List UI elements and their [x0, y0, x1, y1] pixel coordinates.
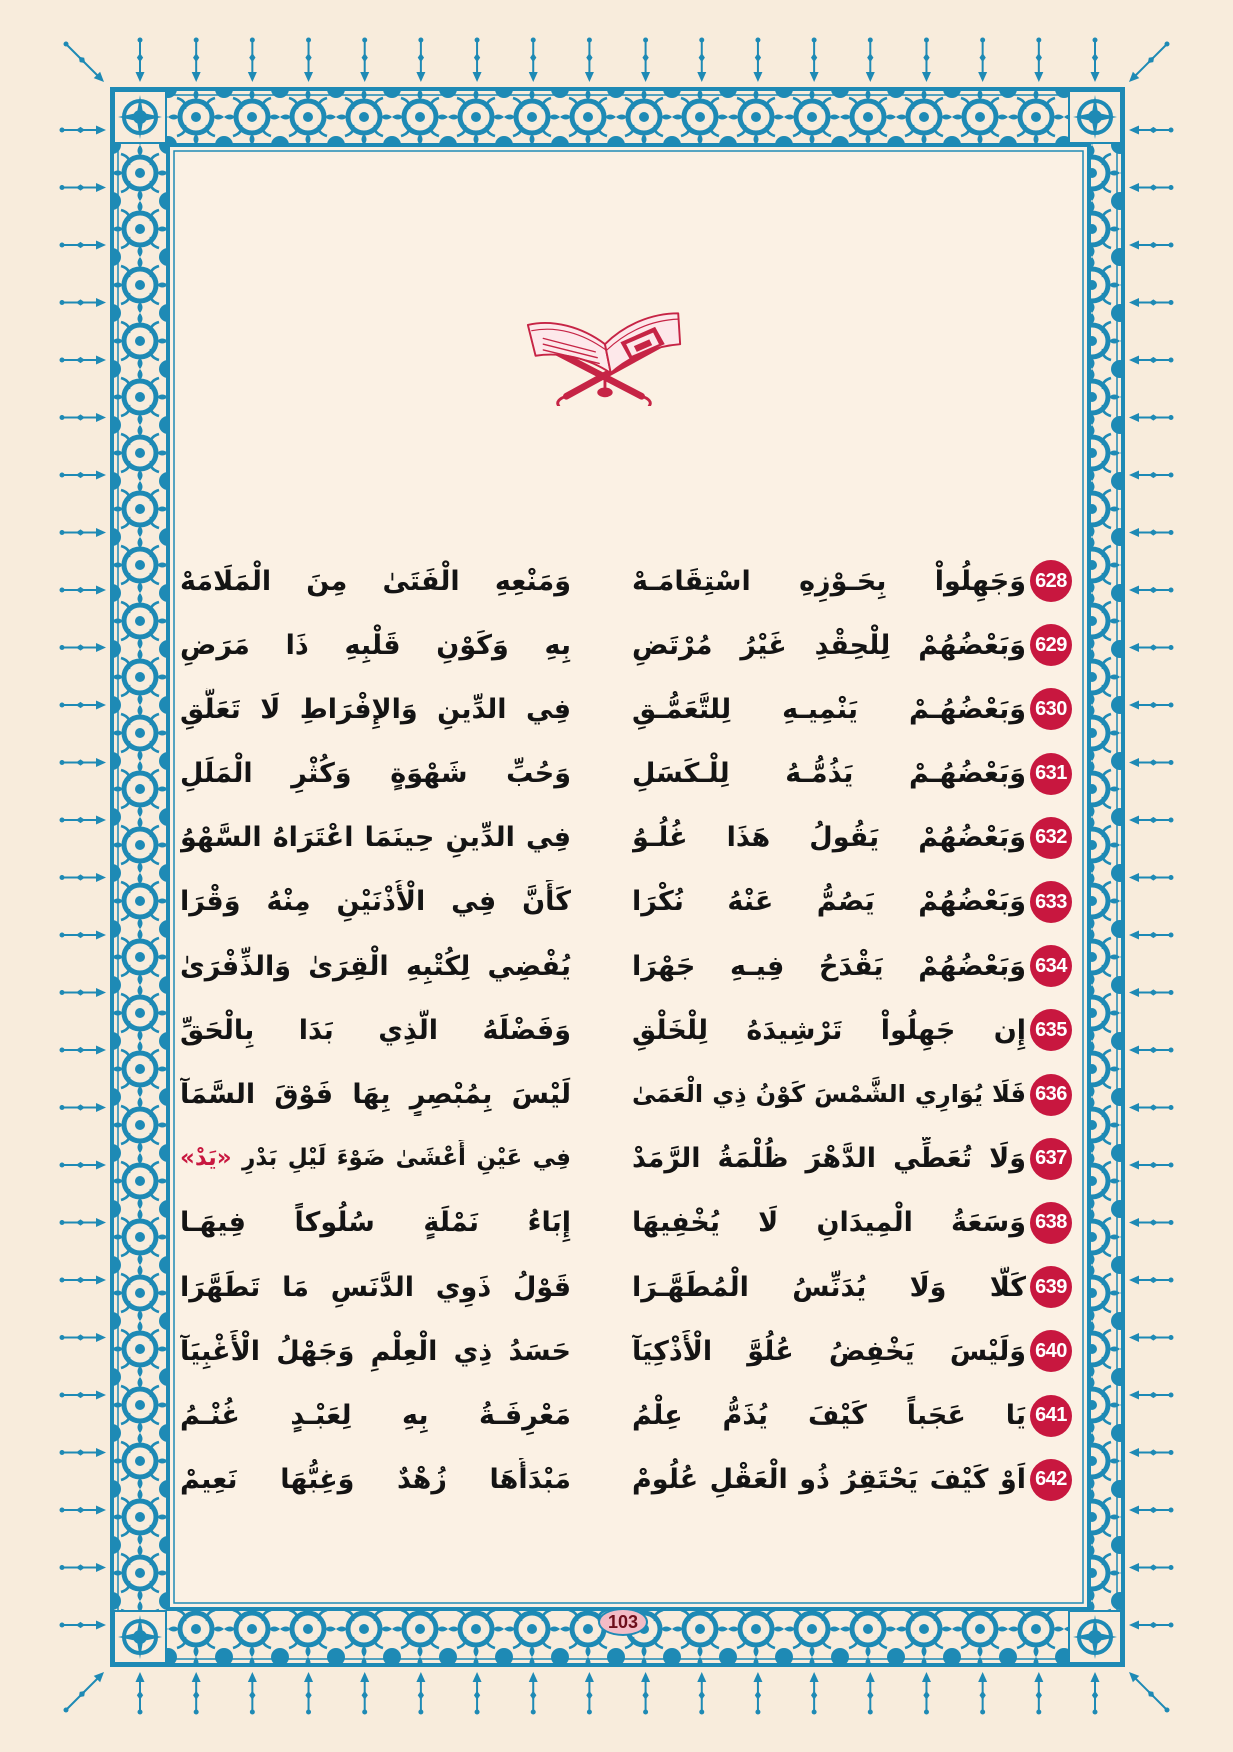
arrow-icon: [1091, 38, 1100, 83]
verse-number-badge: 637: [1030, 1138, 1072, 1180]
arrow-icon: [360, 1672, 369, 1715]
verse-row: [176, 1383, 1072, 1447]
arrow-icon: [1129, 1333, 1174, 1342]
arrow-icon: [1129, 816, 1174, 825]
arrow-icon: [136, 1672, 145, 1715]
corner-rosette: [1069, 1611, 1121, 1663]
arrow-icon: [248, 1672, 257, 1715]
arrow-icon: [60, 413, 107, 422]
page-number: 103: [598, 1608, 648, 1636]
arrow-icon: [1129, 643, 1174, 652]
verse-row: [176, 1448, 1072, 1512]
arrow-icon: [1129, 1448, 1174, 1457]
arrow-icon: [60, 643, 107, 652]
arrow-icon: [1129, 126, 1174, 135]
arrow-icon: [978, 38, 987, 83]
arrow-icon: [248, 38, 257, 83]
arrow-icon: [529, 1672, 538, 1715]
verse-row: [176, 1063, 1072, 1127]
verse-second-hemistich-text: فِي عَيْنِ أَعْشَىٰ ضَوْءَ لَيْلِ بَدْرِ: [242, 1145, 571, 1172]
arrow-icon: [60, 988, 107, 997]
verse-number-badge: 642: [1030, 1459, 1072, 1501]
arrow-icon: [64, 1672, 105, 1713]
arrow-icon: [1129, 1621, 1174, 1630]
verse-row: [176, 1255, 1072, 1319]
verse-first-hemistich: إِن جَهِلُواْ تَرْشِيدَهُ لِلْخَلْقِ: [632, 1014, 1026, 1046]
verse-first-hemistich: يَا عَجَباً كَيْفَ يُذَمُّ عِلْمُ: [632, 1399, 1026, 1431]
verse-first-hemistich: وَبَعْضُهُمْ يَقْدَحُ فِيـهِ جَهْرَا: [632, 950, 1026, 982]
verse-second-hemistich: إِبَاءُ نَمْلَةٍ سُلُوكاً فِيهَـا: [180, 1207, 571, 1239]
arrow-icon: [60, 1563, 107, 1572]
verse-first-hemistich: كَلَّا وَلَا يُدَنِّسُ الْمُطَهَّـرَا: [632, 1271, 1026, 1303]
arrow-icon: [60, 1333, 107, 1342]
arrow-icon: [416, 38, 425, 83]
verse-number-badge: 628: [1030, 560, 1072, 602]
arrow-icon: [1129, 758, 1174, 767]
arrow-icon: [1129, 413, 1174, 422]
verse-second-hemistich: فِي الدِّينِ حِينَمَا اعْتَرَاهُ السَّهْوُ: [180, 822, 571, 854]
verse-list: [176, 549, 1072, 1512]
arrow-icon: [1034, 1672, 1043, 1715]
arrow-icon: [753, 38, 762, 83]
arrow-icon: [978, 1672, 987, 1715]
arrow-icon: [1129, 1563, 1174, 1572]
verse-first-hemistich: وَسَعَةُ الْمِيدَانِ لَا يُخْفِيهَا: [632, 1207, 1026, 1239]
arrow-icon: [60, 816, 107, 825]
verse-second-hemistich: وَفَضْلَهُ الَّذِي بَدَا بِالْحَقِّ: [180, 1014, 571, 1046]
verse-number-badge: 640: [1030, 1330, 1072, 1372]
arrow-icon: [1129, 471, 1174, 480]
arrow-icon: [1129, 42, 1170, 83]
verse-row: [176, 549, 1072, 613]
arrow-icon: [1129, 931, 1174, 940]
arrow-icon: [60, 586, 107, 595]
arrow-icon: [1129, 1391, 1174, 1400]
verse-first-hemistich: وَلَا تُعَطِّي الدَّهْرَ ظُلْمَةُ الرَّمَدْ: [632, 1143, 1026, 1175]
arrow-icon: [60, 758, 107, 767]
verse-second-hemistich: [180, 1140, 571, 1177]
verse-number-badge: 641: [1030, 1395, 1072, 1437]
verse-second-hemistich: مَعْرِفَـةُ بِهِ لِعَبْـدٍ غُنْـمُ: [180, 1399, 571, 1431]
verse-number-badge: 638: [1030, 1202, 1072, 1244]
arrow-icon: [60, 241, 107, 250]
arrow-icon: [60, 356, 107, 365]
arrow-icon: [64, 42, 105, 83]
verse-first-hemistich: وَبَعْضُهُمْ يَصُمُّ عَنْهُ نُكْرَا: [632, 886, 1026, 918]
quran-on-stand-icon: [524, 292, 684, 406]
verse-number-badge: 635: [1030, 1009, 1072, 1051]
verse-row: [176, 1319, 1072, 1383]
arrow-icon: [60, 298, 107, 307]
verse-first-hemistich: وَبَعْضُهُمْ لِلْحِقْدِ غَيْرُ مُرْتَضِ: [632, 629, 1026, 661]
arrow-icon: [60, 701, 107, 710]
verse-row: [176, 870, 1072, 934]
verse-first-hemistich: وَبَعْضُهُـمْ يَنْمِيـهِ لِلتَّعَمُّـقِ: [632, 693, 1026, 725]
arrow-icon: [60, 528, 107, 537]
verse-row: [176, 613, 1072, 677]
verse-row: [176, 1191, 1072, 1255]
arrow-icon: [753, 1672, 762, 1715]
arrow-icon: [1129, 1161, 1174, 1170]
arrow-icon: [60, 1621, 107, 1630]
arrow-icon: [136, 38, 145, 83]
verse-first-hemistich: وَبَعْضُهُـمْ يَذُمُّـهُ لِلْـكَسَلِ: [632, 758, 1026, 790]
arrow-icon: [1129, 241, 1174, 250]
verse-second-hemistich: بِهِ وَكَوْنِ قَلْبِهِ ذَا مَرَضِ: [180, 629, 571, 661]
verse-row: [176, 677, 1072, 741]
arrow-icon: [1129, 873, 1174, 882]
arrow-icon: [60, 1506, 107, 1515]
verse-number-badge: 630: [1030, 688, 1072, 730]
arrow-icon: [192, 38, 201, 83]
verse-second-hemistich: لَيْسَ بِمُبْصِرٍ بِهَا فَوْقَ السَّمَآ: [180, 1079, 571, 1110]
arrow-icon: [192, 1672, 201, 1715]
arrow-icon: [60, 1218, 107, 1227]
arrow-icon: [810, 1672, 819, 1715]
arrow-icon: [697, 38, 706, 83]
verse-first-hemistich: فَلَا يُوَارِي الشَّمْسَ كَوْنُ ذِي الْعَمَىٰ: [632, 1080, 1026, 1109]
verse-second-hemistich: كَأَنَّ فِي الْأُذْنَيْنِ مِنْهُ وَقْرَا: [180, 886, 571, 918]
arrow-icon: [1129, 1276, 1174, 1285]
verse-number-badge: 633: [1030, 881, 1072, 923]
verse-second-hemistich: وَحُبِّ شَهْوَةٍ وَكُثْرِ الْمَلَلِ: [180, 758, 571, 790]
arrow-icon: [585, 1672, 594, 1715]
verse-second-hemistich: قَوْلُ ذَوِي الدَّنَسِ مَا تَطَهَّرَا: [180, 1271, 571, 1303]
arrow-icon: [922, 1672, 931, 1715]
arrow-icon: [360, 38, 369, 83]
arrow-icon: [473, 38, 482, 83]
verse-row: [176, 742, 1072, 806]
arrow-icon: [866, 1672, 875, 1715]
arrow-icon: [697, 1672, 706, 1715]
arrow-icon: [866, 38, 875, 83]
verse-number-badge: 629: [1030, 624, 1072, 666]
arrow-icon: [60, 1103, 107, 1112]
corner-rosette: [1069, 91, 1121, 143]
arrow-icon: [60, 471, 107, 480]
arrow-icon: [1129, 356, 1174, 365]
arrow-icon: [1129, 701, 1174, 710]
verse-first-hemistich: اَوْ كَيْفَ يَحْتَقِرُ ذُو الْعَقْلِ عُلُومْ: [632, 1464, 1026, 1496]
arrow-icon: [529, 38, 538, 83]
arrow-icon: [1129, 988, 1174, 997]
arrow-icon: [1129, 298, 1174, 307]
arrow-icon: [810, 38, 819, 83]
corner-rosette: [114, 1611, 166, 1663]
verse-row: [176, 806, 1072, 870]
corner-rosette: [114, 91, 166, 143]
arrow-icon: [1129, 1218, 1174, 1227]
verse-first-hemistich: وَبَعْضُهُمْ يَقُولُ هَذَا غُلُـوُ: [632, 822, 1026, 854]
verse-second-hemistich: مَبْدَأُهَا زُهْدٌ وَغِبُّهَا نَعِيمْ: [180, 1464, 571, 1496]
verse-number-badge: 634: [1030, 945, 1072, 987]
verse-second-hemistich: فِي الدِّينِ وَالإِفْرَاطِ لَا تَعَلُّقِ: [180, 693, 571, 725]
arrow-icon: [585, 38, 594, 83]
arrow-icon: [1129, 1103, 1174, 1112]
arrow-icon: [60, 1276, 107, 1285]
arrow-icon: [1129, 1672, 1170, 1713]
arrow-icon: [1091, 1672, 1100, 1715]
arrow-icon: [641, 1672, 650, 1715]
arrow-icon: [1129, 1506, 1174, 1515]
arrow-icon: [304, 1672, 313, 1715]
arrow-icon: [60, 1448, 107, 1457]
verse-first-hemistich: وَجَهِلُواْ بِحَـوْزِهِ اسْتِقَامَـهْ: [632, 565, 1026, 597]
arrow-icon: [304, 38, 313, 83]
arrow-icon: [922, 38, 931, 83]
verse-number-badge: 632: [1030, 817, 1072, 859]
verse-second-hemistich: يُفْضِي لِكُتْبِهِ الْقِرَىٰ وَالذِّفْرَىٰ: [180, 950, 571, 982]
arrow-icon: [60, 1046, 107, 1055]
verse-first-hemistich: وَلَيْسَ يَخْفِضُ عُلُوَّ الْأَذْكِيَآ: [632, 1335, 1026, 1367]
verse-second-hemistich: وَمَنْعِهِ الْفَتَىٰ مِنَ الْمَلَامَهْ: [180, 565, 571, 597]
arrow-icon: [416, 1672, 425, 1715]
verse-marker: «يَدْ»: [180, 1145, 232, 1172]
arrow-icon: [473, 1672, 482, 1715]
arrow-icon: [60, 1161, 107, 1170]
verse-number-badge: 631: [1030, 753, 1072, 795]
arrow-icon: [1129, 183, 1174, 192]
verse-number-badge: 636: [1030, 1074, 1072, 1116]
arrow-icon: [60, 931, 107, 940]
arrow-icon: [60, 183, 107, 192]
arrow-icon: [641, 38, 650, 83]
verse-row: [176, 1127, 1072, 1191]
arrow-icon: [1129, 1046, 1174, 1055]
arrow-icon: [1034, 38, 1043, 83]
arrow-icon: [60, 126, 107, 135]
arrow-icon: [1129, 528, 1174, 537]
verse-number-badge: 639: [1030, 1266, 1072, 1308]
arrow-icon: [60, 873, 107, 882]
verse-row: [176, 934, 1072, 998]
verse-second-hemistich: حَسَدُ ذِي الْعِلْمِ وَجَهْلُ الْأَغْبِيَآ: [180, 1335, 571, 1367]
arrow-icon: [60, 1391, 107, 1400]
verse-row: [176, 998, 1072, 1062]
arrow-icon: [1129, 586, 1174, 595]
